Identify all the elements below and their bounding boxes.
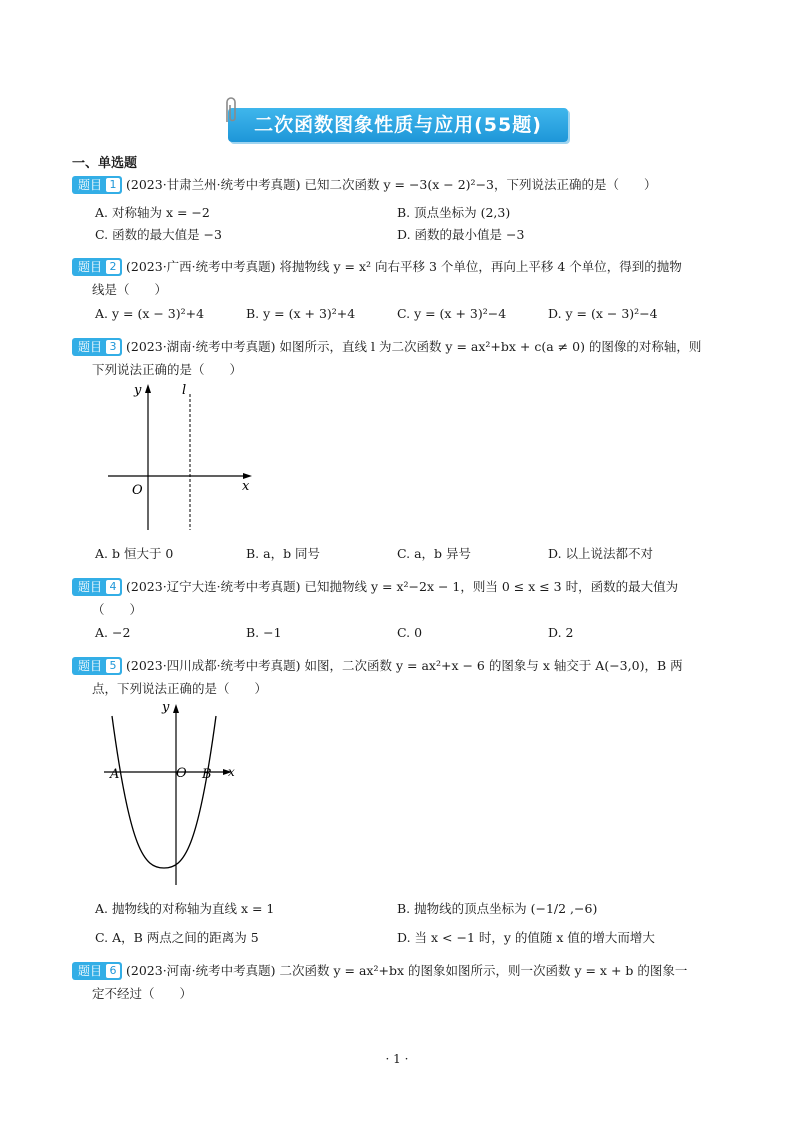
option-c: C. y = (x + 3)²−4 [397,306,507,321]
question-3-stem-cont: 下列说法正确的是（ ） [92,362,243,377]
question-badge: 题目 4 [72,578,122,596]
option-c: C. 0 [397,625,423,640]
question-6-stem: 题目 6 (2023·河南·统考中考真题) 二次函数 y = ax²+bx 的图象如图所示，则一次函数 y = x + b 的图象一 [72,962,687,980]
option-a: A. 对称轴为 x = −2 [95,205,210,220]
question-2-stem: 题目 2 (2023·广西·统考中考真题) 将抛物线 y = x² 向右平移 3 个单位，再向上平移 4 个单位，得到的抛物 [72,258,682,276]
option-b: B. y = (x + 3)²+4 [246,306,356,321]
question-2-stem-cont: 线是（ ） [92,282,168,297]
question-badge: 题目 1 [72,176,122,194]
option-c: C. 函数的最大值是 −3 [95,227,222,242]
origin-label: O [176,766,187,781]
option-d: D. 2 [548,625,574,640]
question-badge: 题目 6 [72,962,122,980]
y-axis-arrow [173,704,179,713]
question-1-stem: 题目 1 (2023·甘肃兰州·统考中考真题) 已知二次函数 y = −3(x − 2)²−3，下列说法正确的是（ ） [72,176,657,194]
option-b: B. 顶点坐标为 (2,3) [397,205,511,220]
question-6-stem-cont: 定不经过（ ） [92,986,193,1001]
point-a-label: A [110,767,120,782]
question-3-figure [100,380,260,535]
y-axis-label: y [162,700,170,715]
question-badge: 题目 5 [72,657,122,675]
option-b: B. a，b 同号 [246,546,321,561]
parabola-curve [112,716,216,868]
x-axis-label: x [242,479,250,494]
y-axis-label: y [134,383,142,398]
option-a: A. y = (x − 3)²+4 [95,306,205,321]
line-l-label: l [182,383,187,398]
option-d: D. y = (x − 3)²−4 [548,306,658,321]
option-d: D. 当 x < −1 时，y 的值随 x 值的增大而增大 [397,930,655,945]
x-axis-label: x [228,765,235,779]
question-3-stem: 题目 3 (2023·湖南·统考中考真题) 如图所示，直线 l 为二次函数 y = ax²+bx + c(a ≠ 0) 的图像的对称轴，则 [72,338,701,356]
question-5-figure [100,700,245,890]
option-a: A. 抛物线的对称轴为直线 x = 1 [95,901,275,916]
question-badge: 题目 2 [72,258,122,276]
question-5-stem: 题目 5 (2023·四川成都·统考中考真题) 如图，二次函数 y = ax²+x − 6 的图象与 x 轴交于 A(−3,0)，B 两 [72,657,683,675]
title-banner [228,104,568,146]
option-a: A. −2 [95,625,131,640]
option-b: B. −1 [246,625,282,640]
page-title: 二次函数图象性质与应用(55题) [254,114,542,136]
option-c: C. a，b 异号 [397,546,471,561]
option-d: D. 以上说法都不对 [548,546,654,561]
option-b: B. 抛物线的顶点坐标为 (−1/2 ,−6) [397,901,598,916]
y-axis-arrow [145,384,151,393]
question-5-stem-cont: 点，下列说法正确的是（ ） [92,681,268,696]
origin-label: O [132,483,143,498]
point-b-label: B [202,767,212,782]
section-heading: 一、单选题 [72,156,138,171]
question-4-stem: 题目 4 (2023·辽宁大连·统考中考真题) 已知抛物线 y = x²−2x − 1，则当 0 ≤ x ≤ 3 时，函数的最大值为 [72,578,678,596]
question-4-stem-cont: （ ） [92,602,143,617]
page-number: · 1 · [385,1052,409,1066]
option-c: C. A，B 两点之间的距离为 5 [95,930,259,945]
option-d: D. 函数的最小值是 −3 [397,227,525,242]
option-a: A. b 恒大于 0 [95,546,174,561]
question-badge: 题目 3 [72,338,122,356]
